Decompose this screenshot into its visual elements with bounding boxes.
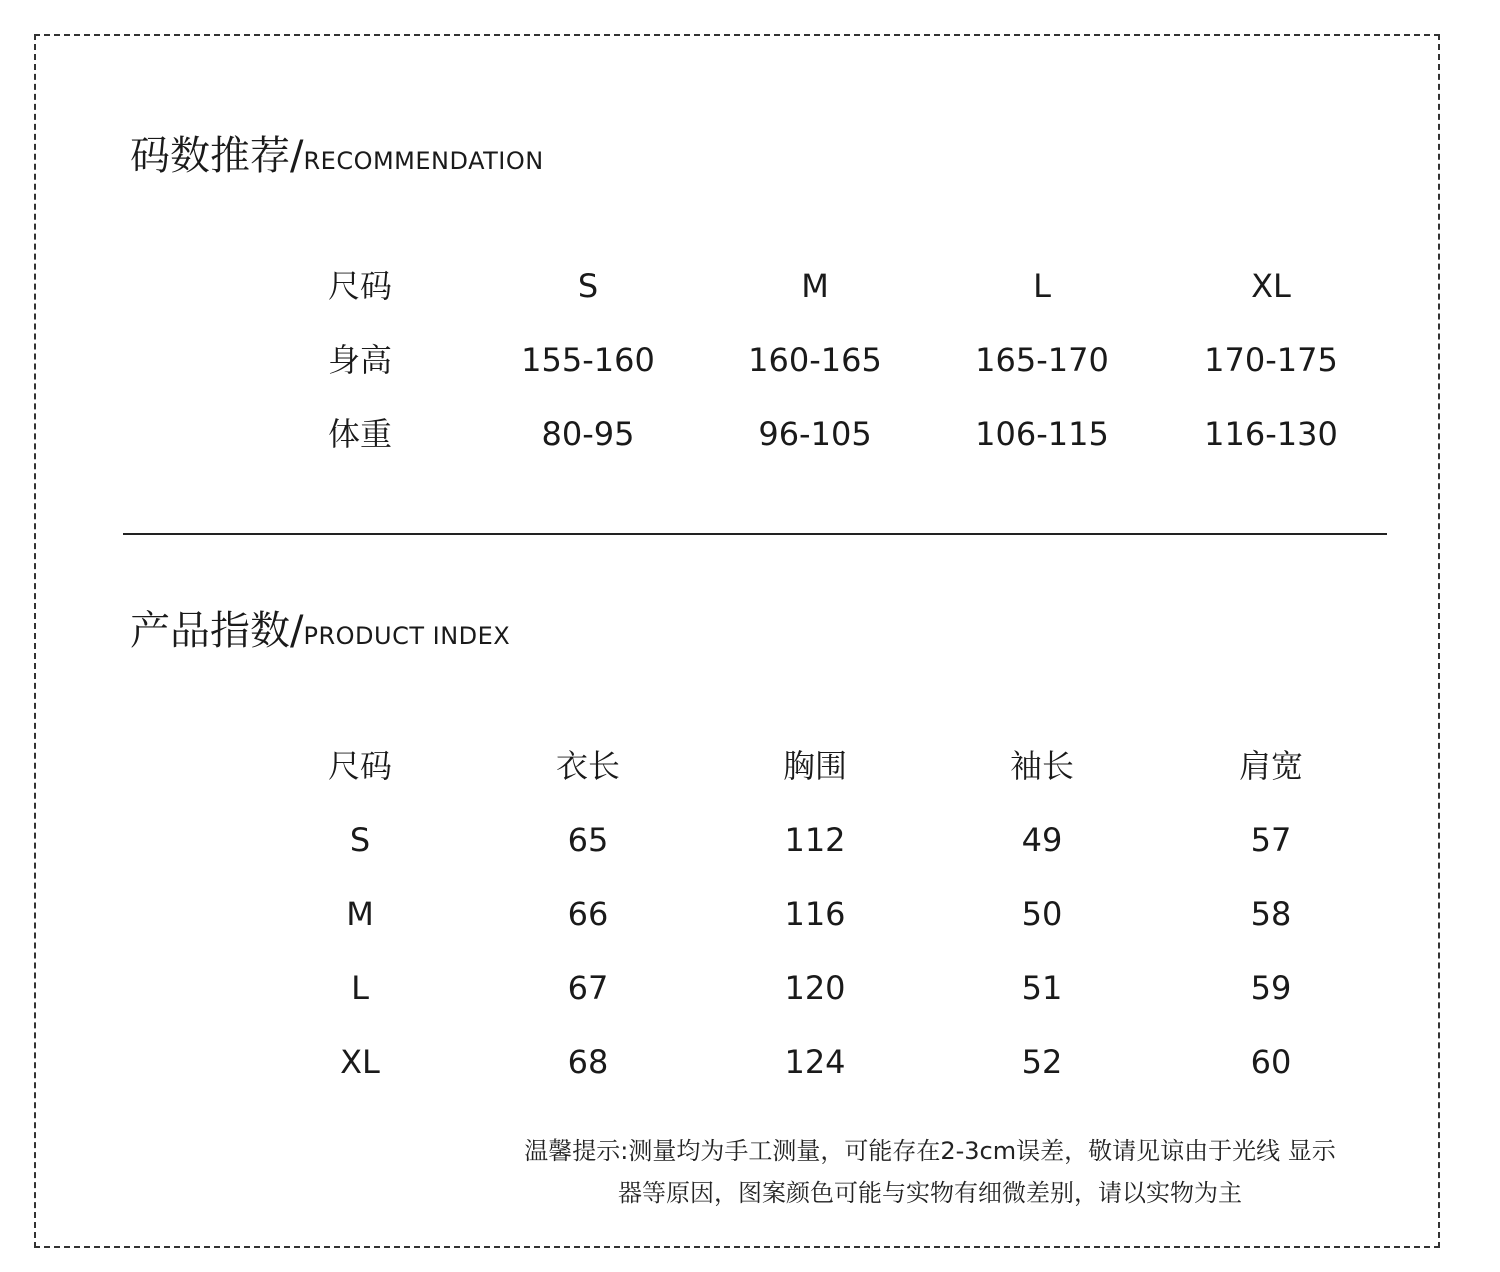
product-index-title (130, 608, 511, 654)
recommendation-title-cn: 码数推荐/ (130, 133, 304, 179)
table-cell: S (349, 821, 371, 859)
table-cell: 68 (567, 1043, 609, 1081)
table-cell: 120 (784, 969, 846, 1007)
table-cell: 肩宽 (1238, 747, 1303, 785)
table-cell: S (577, 267, 599, 305)
table-cell: 身高 (327, 341, 392, 379)
table-cell: M (801, 267, 829, 305)
table-cell: 尺码 (327, 267, 392, 305)
table-cell: 51 (1021, 969, 1063, 1007)
table-cell: 59 (1250, 969, 1292, 1007)
table-cell: 112 (784, 821, 846, 859)
table-cell: 160-165 (748, 341, 882, 379)
table-row (245, 951, 1385, 1025)
tip-note (440, 1130, 1420, 1214)
table-cell: 57 (1250, 821, 1292, 859)
table-cell: 106-115 (975, 415, 1109, 453)
table-cell: 49 (1021, 821, 1063, 859)
table-cell: 胸围 (782, 747, 847, 785)
table-cell: 66 (567, 895, 609, 933)
product-index-table (245, 729, 1385, 1099)
table-cell: 65 (567, 821, 609, 859)
table-cell: 50 (1021, 895, 1063, 933)
table-cell: 袖长 (1009, 747, 1074, 785)
table-row (245, 323, 1385, 397)
table-row (245, 1025, 1385, 1099)
recommendation-title-en: RECOMMENDATION (303, 147, 544, 175)
table-cell: L (1033, 267, 1051, 305)
table-cell: 尺码 (327, 747, 392, 785)
table-cell: XL (340, 1043, 380, 1081)
table-cell: 96-105 (758, 415, 872, 453)
table-row (245, 729, 1385, 803)
table-cell: 165-170 (975, 341, 1109, 379)
table-cell: 67 (567, 969, 609, 1007)
table-cell: M (346, 895, 374, 933)
table-cell: 116 (784, 895, 846, 933)
table-cell: 60 (1250, 1043, 1292, 1081)
section-divider (123, 533, 1387, 535)
table-row (245, 249, 1385, 323)
table-row (245, 397, 1385, 471)
tip-note-line2: 器等原因，图案颜色可能与实物有细微差别，请以实物为主 (618, 1179, 1242, 1207)
table-cell: 体重 (327, 415, 392, 453)
table-cell: 170-175 (1204, 341, 1338, 379)
table-cell: 58 (1250, 895, 1292, 933)
table-cell: XL (1251, 267, 1291, 305)
table-cell: 155-160 (521, 341, 655, 379)
table-row (245, 877, 1385, 951)
table-cell: 124 (784, 1043, 846, 1081)
recommendation-table (245, 249, 1385, 471)
product-index-title-cn: 产品指数/ (130, 608, 304, 654)
table-cell: 衣长 (555, 747, 620, 785)
table-cell: L (351, 969, 369, 1007)
product-index-title-en: PRODUCT INDEX (303, 622, 511, 650)
table-cell: 116-130 (1204, 415, 1338, 453)
recommendation-title (130, 133, 544, 179)
table-row (245, 803, 1385, 877)
tip-note-line1: 温馨提示:测量均为手工测量，可能存在2-3cm误差，敬请见谅由于光线 显示 (524, 1137, 1336, 1165)
table-cell: 52 (1021, 1043, 1063, 1081)
table-cell: 80-95 (541, 415, 635, 453)
